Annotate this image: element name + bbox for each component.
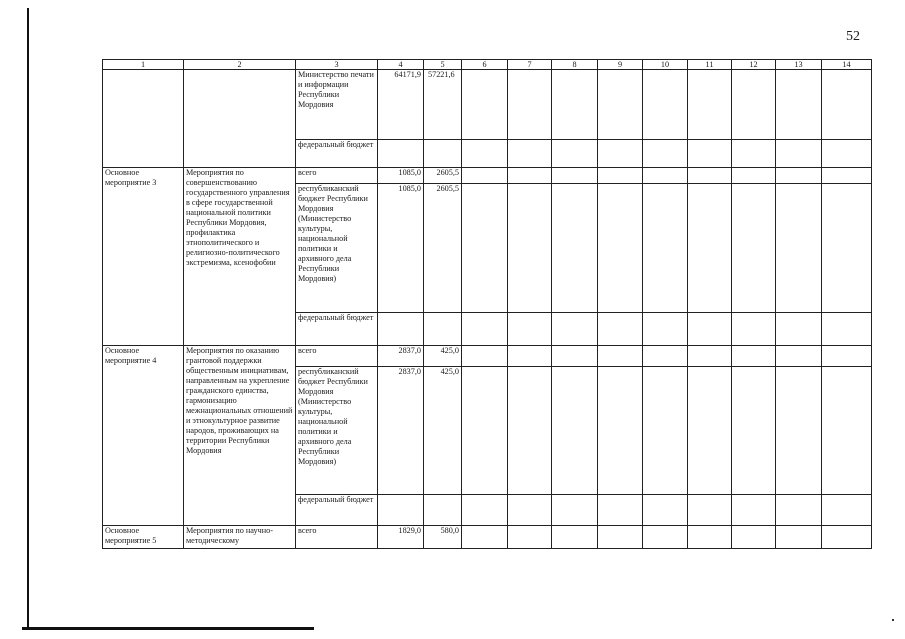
value-col4: 2837,0 (378, 367, 424, 495)
value-col5: 580,0 (424, 526, 462, 549)
activity-cell: Основное мероприятие 4 (103, 346, 184, 526)
header-cell: 6 (462, 60, 508, 70)
value-col5: 2605,5 (424, 168, 462, 184)
scan-edge-bottom (22, 627, 314, 630)
header-cell: 7 (508, 60, 552, 70)
source-cell: федеральный бюджет (296, 313, 378, 346)
description-cell: Мероприятия по оказанию грантовой поддержки общественным инициативам, направленным на укрепление гражданского единства, гармонизацию межнациональных отношений и этнокультурное развитие народов, проживающих на территории Республики Мордовия (184, 346, 296, 526)
description-cell (184, 70, 296, 168)
table-row (103, 70, 872, 140)
value-col4: 1829,0 (378, 526, 424, 549)
header-row (103, 60, 872, 70)
header-cell: 1 (103, 60, 184, 70)
header-cell: 12 (732, 60, 776, 70)
value-col4: 64171,9 (378, 70, 424, 140)
table-row (103, 526, 872, 549)
value-col5: 57221,6 (424, 70, 462, 140)
value-col5: 425,0 (424, 346, 462, 367)
source-cell: всего (296, 168, 378, 184)
header-cell: 9 (598, 60, 643, 70)
value-col4: 1085,0 (378, 184, 424, 313)
header-cell: 14 (822, 60, 872, 70)
scan-speck (892, 619, 894, 621)
description-cell: Мероприятия по научно-методическому (184, 526, 296, 549)
source-cell: республиканский бюджет Республики Мордовия (Министерство культуры, национальной политики и архивного дела Республики Мордовия) (296, 367, 378, 495)
header-cell: 8 (552, 60, 598, 70)
header-cell: 5 (424, 60, 462, 70)
header-cell: 10 (643, 60, 688, 70)
activity-cell: Основное мероприятие 5 (103, 526, 184, 549)
value-col4: 1085,0 (378, 168, 424, 184)
header-cell: 3 (296, 60, 378, 70)
page-number: 52 (846, 29, 860, 44)
source-cell: федеральный бюджет (296, 140, 378, 168)
header-cell: 4 (378, 60, 424, 70)
value-col5: 2605,5 (424, 184, 462, 313)
source-cell: Министерство печати и информации Республики Мордовия (296, 70, 378, 140)
source-cell: всего (296, 346, 378, 367)
description-cell: Мероприятия по совершенствованию государственного управления в сфере государственной национальной политики Республики Мордовия, профилактика этнополитического и религиозно-политического экстремизма, ксенофобии (184, 168, 296, 346)
scan-edge-left (27, 8, 29, 628)
source-cell: всего (296, 526, 378, 549)
value-col5: 425,0 (424, 367, 462, 495)
activity-cell (103, 70, 184, 168)
value-col4: 2837,0 (378, 346, 424, 367)
source-cell: федеральный бюджет (296, 495, 378, 526)
header-cell: 2 (184, 60, 296, 70)
source-cell: республиканский бюджет Республики Мордовия (Министерство культуры, национальной политики и архивного дела Республики Мордовия) (296, 184, 378, 313)
table-row (103, 168, 872, 184)
table-row (103, 346, 872, 367)
activity-cell: Основное мероприятие 3 (103, 168, 184, 346)
header-cell: 13 (776, 60, 822, 70)
header-cell: 11 (688, 60, 732, 70)
budget-table (102, 59, 872, 549)
